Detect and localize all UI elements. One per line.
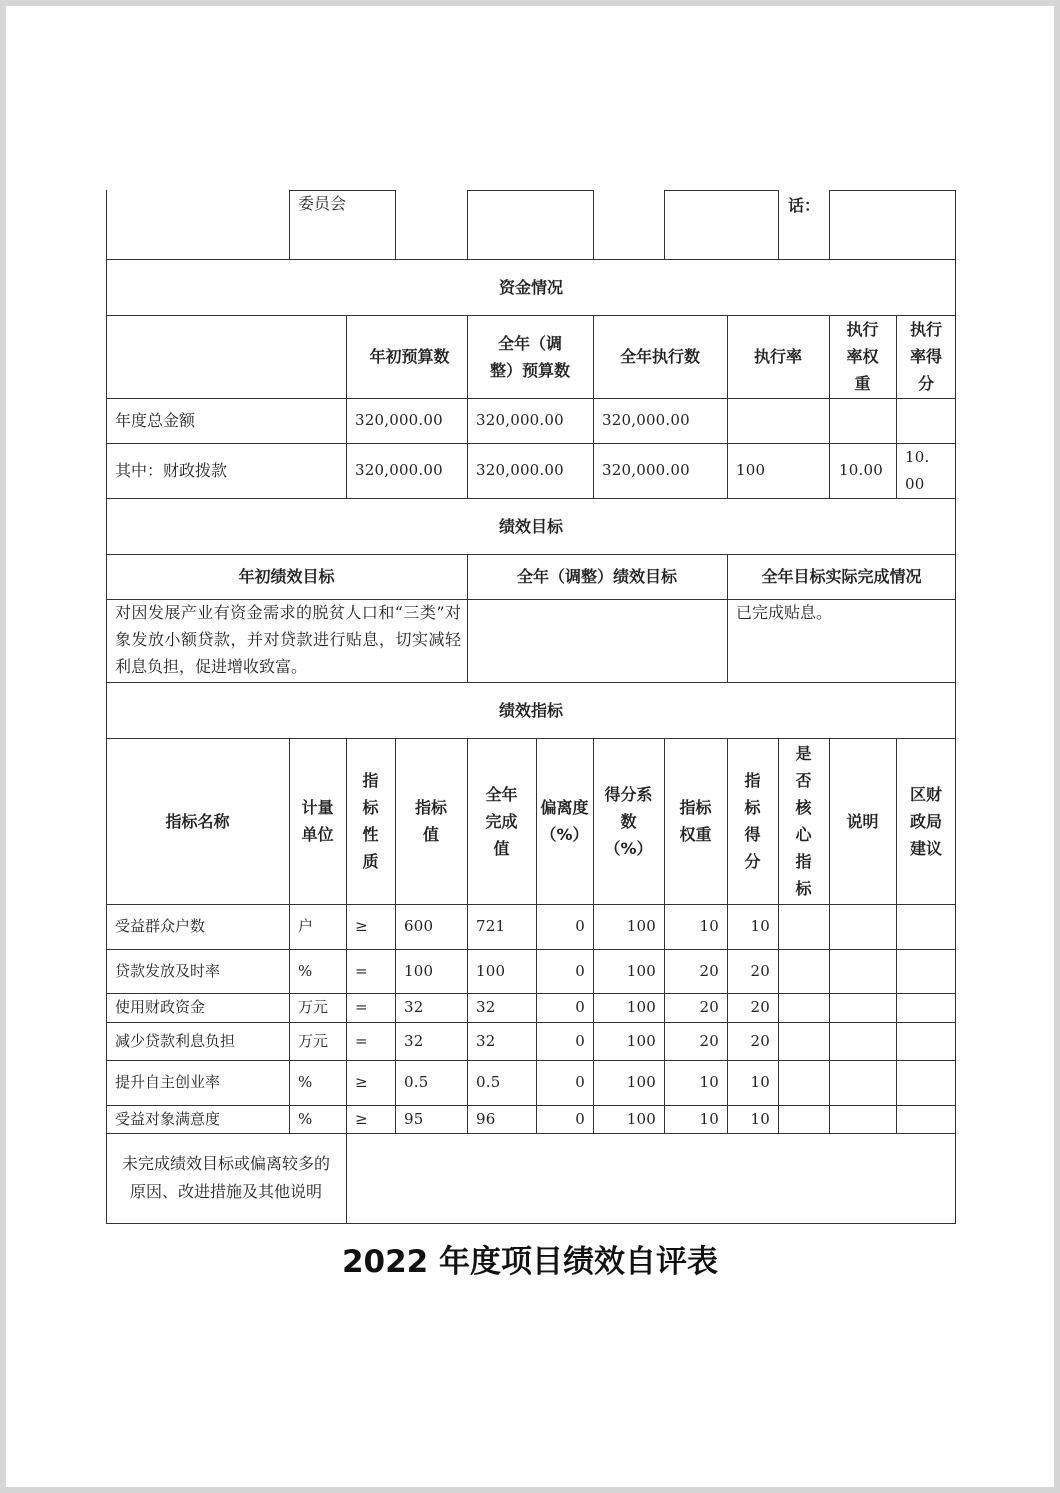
goals-col-adjusted: 全年（调整）绩效目标 [516, 567, 677, 586]
funds-col-initial: 年初预算数 [369, 347, 450, 366]
ind-col-advice: 区财政局建议 [909, 784, 942, 858]
indicator-weight-cell: 20 [699, 998, 719, 1016]
indicator-nature-cell: = [355, 961, 368, 980]
indicator-nature-cell: ≥ [355, 917, 368, 935]
indicator-completed-cell: 32 [476, 1031, 496, 1050]
indicator-coef-cell: 100 [626, 1073, 656, 1091]
ind-col-deviation: 偏离度（%） [540, 798, 589, 844]
indicator-nature-cell: ≥ [355, 1109, 368, 1128]
goals-section-title: 绩效目标 [498, 516, 563, 536]
indicator-nature-cell: ≥ [355, 1073, 368, 1091]
indicator-deviation-cell: 0 [575, 1073, 585, 1091]
document-title: 2022 年度项目绩效自评表 [341, 1244, 719, 1280]
indicator-weight-cell: 10 [699, 1109, 719, 1128]
indicator-value-cell: 32 [404, 998, 424, 1016]
funds-row-rate [727, 398, 829, 443]
ind-col-name: 指标名称 [165, 811, 230, 831]
funds-row-score: 10.00 [905, 447, 930, 493]
indicator-weight-cell: 20 [699, 1031, 719, 1050]
indicator-unit-cell: 万元 [298, 998, 329, 1016]
funds-row-adjusted: 320,000.00 [476, 461, 564, 479]
footer-label: 未完成绩效目标或偏离较多的原因、改进措施及其他说明 [121, 1154, 330, 1201]
funds-row-score [896, 398, 956, 443]
indicator-name-cell: 减少贷款利息负担 [115, 1031, 236, 1050]
goals-actual-text: 已完成贴息。 [736, 603, 833, 622]
indicator-deviation-cell: 0 [575, 917, 585, 935]
funds-row-executed: 320,000.00 [602, 411, 690, 429]
ind-col-completed: 全年完成值 [485, 784, 518, 858]
goals-col-actual: 全年目标实际完成情况 [761, 567, 922, 586]
goals-adjusted-text [467, 599, 727, 682]
funds-row-executed: 320,000.00 [602, 461, 690, 479]
goals-initial-text: 对因发展产业有资金需求的脱贫人口和“三类”对象发放小额贷款，并对贷款进行贴息，切实减轻利息负担，促进增收致富。 [115, 603, 461, 676]
indicator-value-cell: 32 [404, 1031, 424, 1050]
funds-section-title: 资金情况 [498, 277, 563, 297]
ind-col-nature: 指标性质 [362, 771, 379, 871]
indicator-nature-cell: = [355, 998, 368, 1016]
funds-row-label: 年度总金额 [115, 411, 196, 430]
indicator-unit-cell: % [298, 1109, 313, 1128]
indicator-score-cell: 20 [750, 1031, 770, 1050]
indicator-completed-cell: 96 [476, 1109, 496, 1128]
indicator-value-cell: 600 [404, 917, 434, 935]
performance-table [106, 190, 956, 1224]
indicator-completed-cell: 32 [476, 998, 496, 1016]
funds-col-weight: 执行率权重 [846, 320, 879, 393]
indicator-value-cell: 0.5 [404, 1073, 429, 1091]
ind-col-note: 说明 [846, 811, 879, 831]
indicator-unit-cell: 户 [298, 917, 314, 935]
funds-row-rate: 100 [736, 461, 766, 479]
indicator-coef-cell: 100 [626, 917, 656, 935]
indicator-completed-cell: 100 [476, 961, 506, 980]
indicator-unit-cell: 万元 [298, 1031, 329, 1050]
indicator-nature-cell: = [355, 1031, 368, 1050]
indicator-coef-cell: 100 [626, 1109, 656, 1128]
indicator-completed-cell: 721 [476, 917, 506, 935]
ind-col-value: 指标值 [414, 798, 447, 844]
indicator-value-cell: 95 [404, 1109, 424, 1128]
indicator-deviation-cell: 0 [575, 961, 585, 980]
indicator-name-cell: 提升自主创业率 [115, 1073, 221, 1091]
phone-label: 话： [788, 196, 821, 215]
funds-row-weight: 10.00 [839, 461, 883, 479]
funds-col-adjusted: 全年（调整）预算数 [489, 333, 570, 380]
indicator-unit-cell: % [298, 1073, 313, 1091]
indicator-weight-cell: 10 [699, 917, 719, 935]
funds-row-label: 其中：财政拨款 [115, 461, 228, 480]
indicator-coef-cell: 100 [626, 998, 656, 1016]
footer-text [346, 1133, 956, 1223]
indicator-name-cell: 受益对象满意度 [115, 1109, 221, 1128]
indicator-score-cell: 20 [750, 998, 770, 1016]
indicator-score-cell: 10 [750, 1073, 770, 1091]
ind-col-weight: 指标权重 [679, 798, 712, 844]
funds-row-initial: 320,000.00 [355, 461, 443, 479]
indicator-deviation-cell: 0 [575, 1109, 585, 1128]
ind-col-score: 指标得分 [744, 771, 761, 871]
goals-col-initial: 年初绩效目标 [238, 567, 335, 586]
indicator-weight-cell: 20 [699, 961, 719, 980]
ind-col-coef: 得分系数（%） [604, 784, 653, 858]
ind-col-unit: 计量单位 [301, 798, 334, 844]
indicator-deviation-cell: 0 [575, 998, 585, 1016]
indicator-name-cell: 使用财政资金 [115, 998, 206, 1016]
funds-col-rate: 执行率 [753, 347, 802, 366]
ind-col-core: 是否核心指标 [795, 744, 812, 898]
indicator-completed-cell: 0.5 [476, 1073, 501, 1091]
funds-row-weight [829, 398, 896, 443]
indicator-coef-cell: 100 [626, 1031, 656, 1050]
funds-col-executed: 全年执行数 [619, 347, 700, 366]
funds-row-adjusted: 320,000.00 [476, 411, 564, 429]
indicator-unit-cell: % [298, 961, 313, 980]
indicator-weight-cell: 10 [699, 1073, 719, 1091]
indicators-section-title: 绩效指标 [498, 700, 563, 720]
indicator-name-cell: 贷款发放及时率 [115, 961, 221, 980]
funds-col-score: 执行率得分 [909, 320, 942, 393]
indicator-coef-cell: 100 [626, 961, 656, 980]
indicator-score-cell: 10 [750, 917, 770, 935]
indicator-value-cell: 100 [404, 961, 434, 980]
indicator-score-cell: 10 [750, 1109, 770, 1128]
dept-name-cell: 委员会 [298, 194, 347, 213]
indicator-score-cell: 20 [750, 961, 770, 980]
funds-row-initial: 320,000.00 [355, 411, 443, 429]
indicator-name-cell: 受益群众户数 [115, 917, 206, 935]
indicator-deviation-cell: 0 [575, 1031, 585, 1050]
